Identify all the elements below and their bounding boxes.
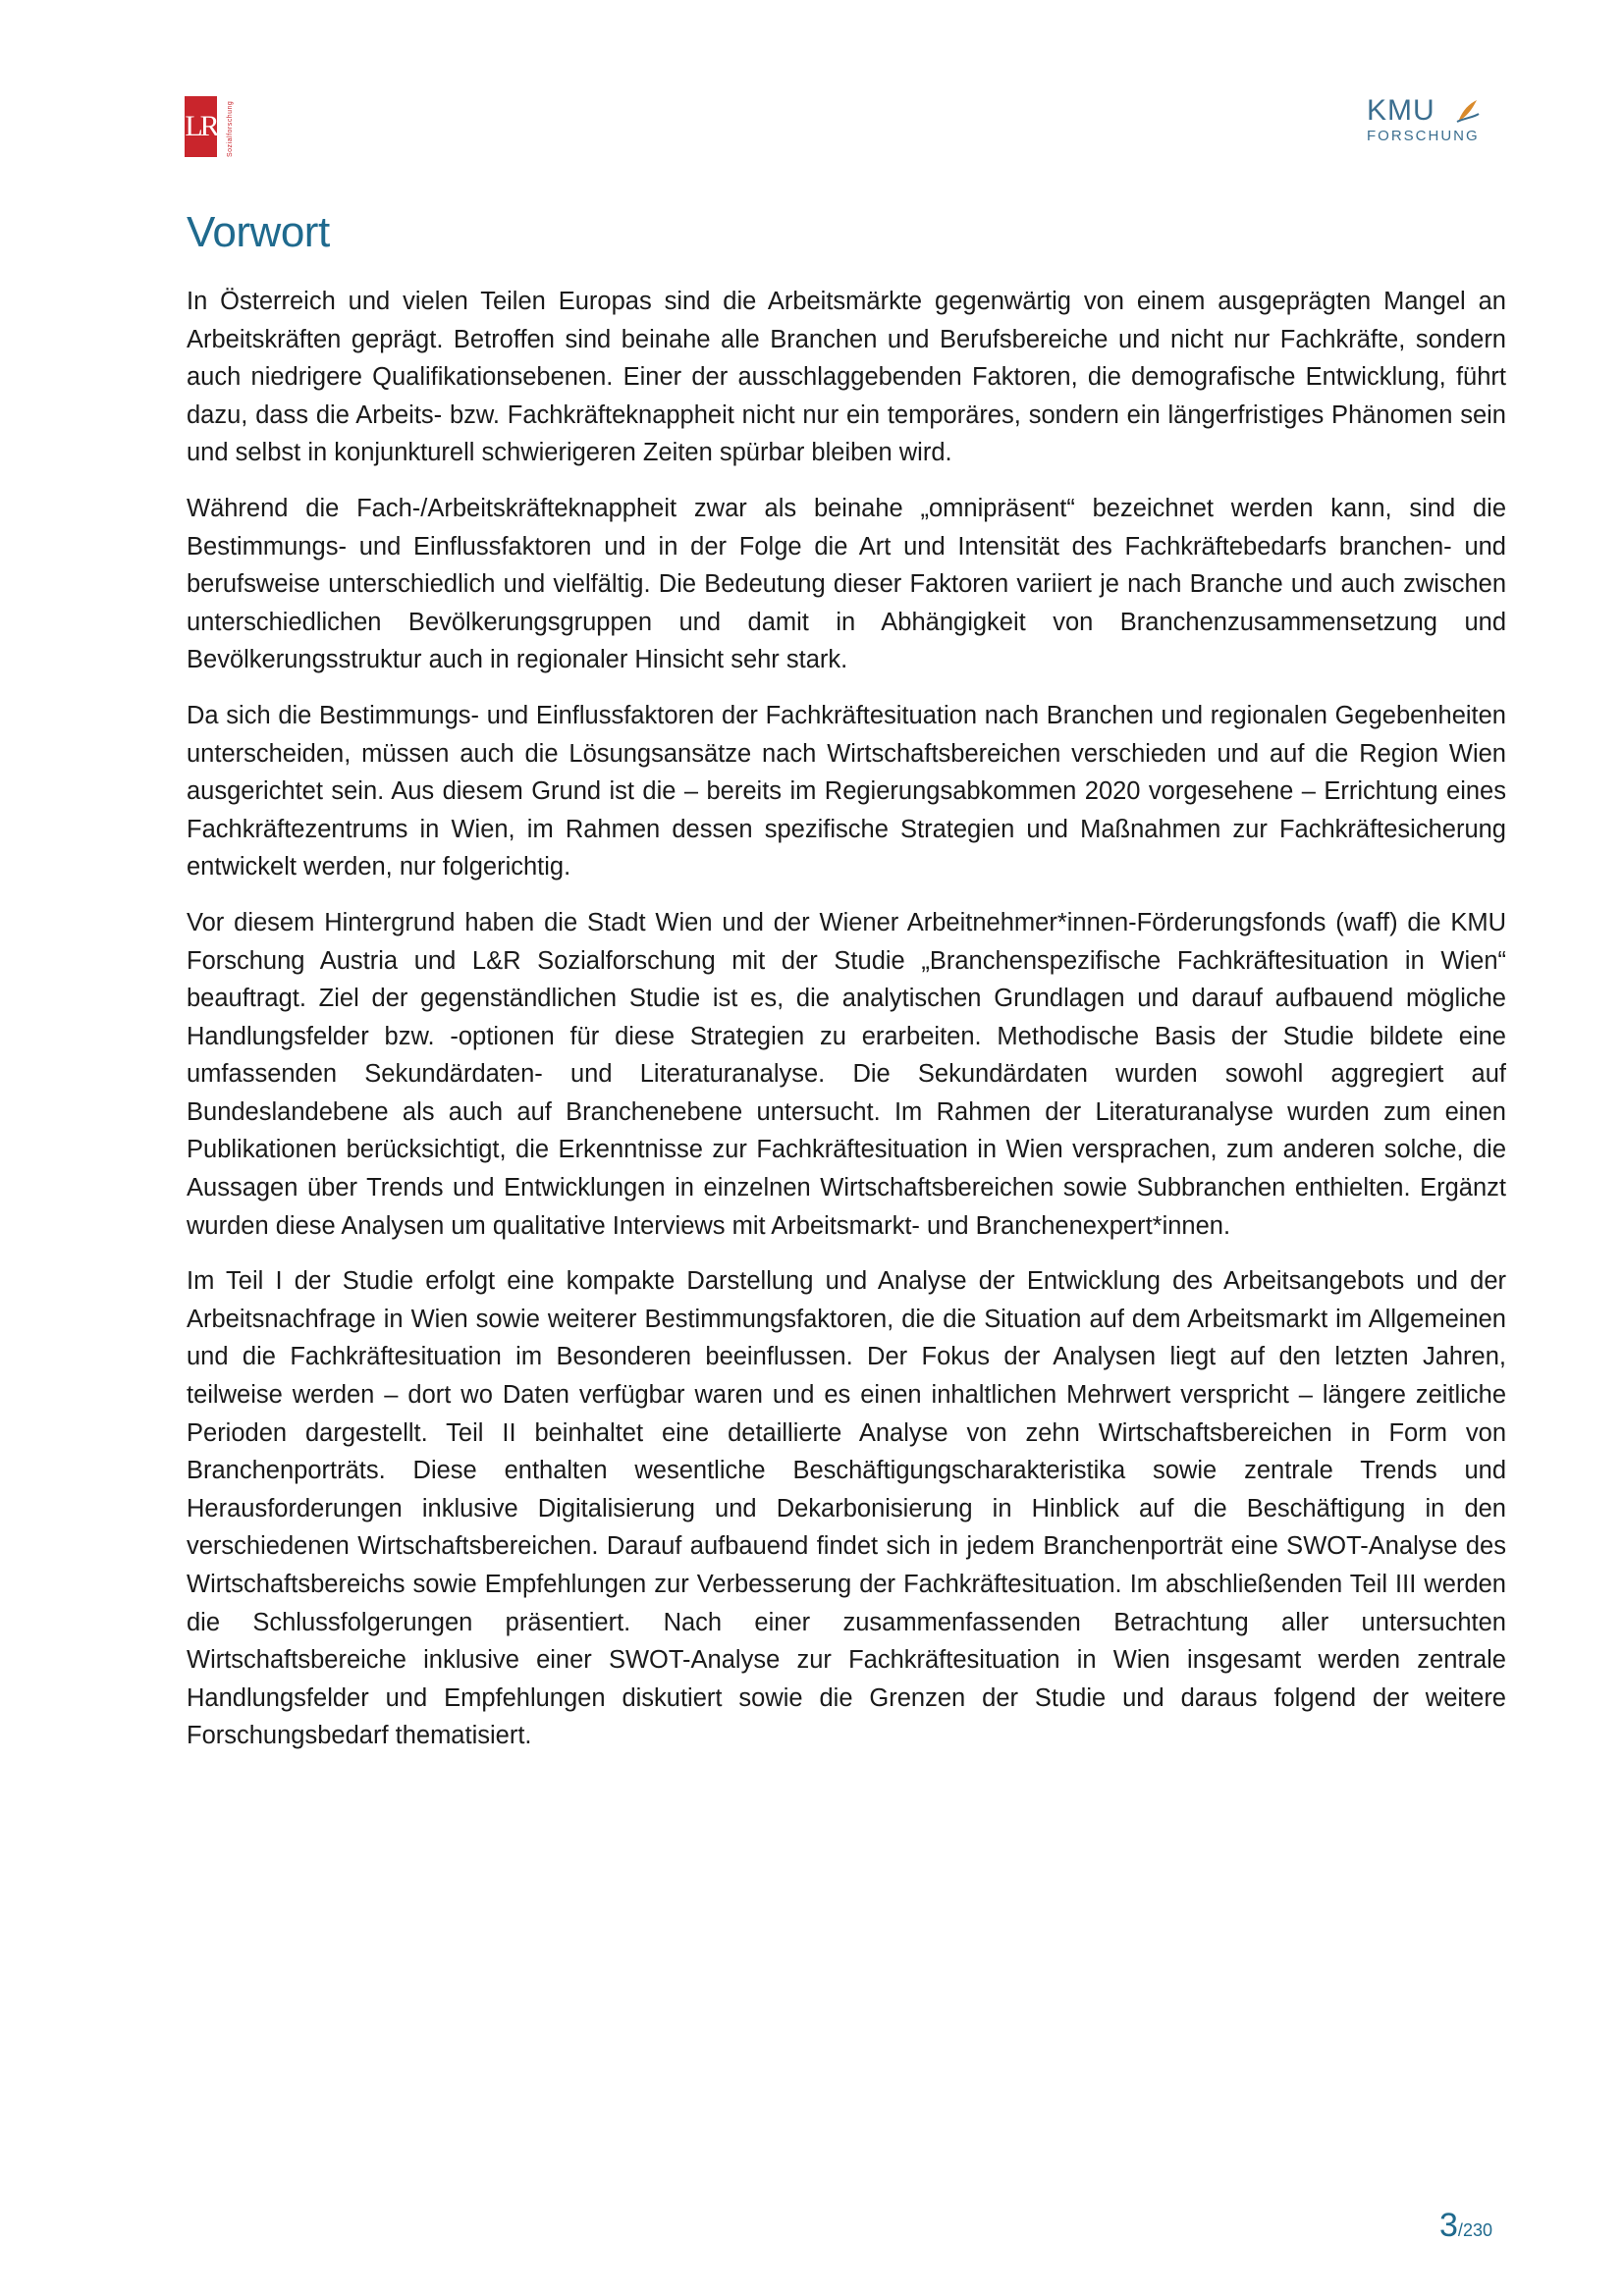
kmu-logo-line2: FORSCHUNG [1367, 128, 1480, 144]
kmu-logo-line1: KMU [1367, 94, 1435, 127]
paragraph: Da sich die Bestimmungs- und Einflussfaktoren der Fachkräftesituation nach Branchen und regionalen Gegebenheiten unterscheiden, müssen auch die Lösungsansätze nach Wirtschaftsbereichen verschieden und auf die Region Wien ausgerichtet sein. Aus diesem Grund ist die – bereits im Regierungsabkommen 2020 vorgesehene – Errichtung eines Fachkräftezentrums in Wien, im Rahmen dessen spezifische Strategien und Maßnahmen zur Fachkräftesicherung entwickelt werden, nur folgerichtig. [187, 701, 1506, 881]
kmu-forschung-logo [1367, 94, 1485, 155]
leaf-icon [1455, 96, 1481, 124]
paragraph: Während die Fach-/Arbeitskräfteknappheit zwar als beinahe „omnipräsent“ bezeichnet werden kann, sind die Bestimmungs- und Einflussfaktoren und in der Folge die Art und Intensität des Fachkräftebedarfs branchen- und berufsweise unterschiedlich und vielfältig. Die Bedeutung dieser Faktoren variiert je nach Branche und auch zwischen unterschiedlichen Bevölkerungsgruppen und damit in Abhängigkeit von Branchenzusammensetzung und Bevölkerungsstruktur auch in regionaler Hinsicht sehr stark. [187, 494, 1506, 674]
page-number [1439, 2207, 1492, 2245]
page-title: Vorwort [187, 208, 330, 256]
lr-logo [185, 96, 242, 157]
paragraph: In Österreich und vielen Teilen Europas sind die Arbeitsmärkte gegenwärtig von einem ausgeprägten Mangel an Arbeitskräften geprägt. Betroffen sind beinahe alle Branchen und Berufsbereiche und nicht nur Fachkräfte, sondern auch niedrigere Qualifikationsebenen. Einer der ausschlaggebenden Faktoren, die demografische Entwicklung, führt dazu, dass die Arbeits- bzw. Fachkräfteknappheit nicht nur ein temporäres, sondern ein längerfristiges Phänomen sein und selbst in konjunkturell schwierigeren Zeiten spürbar bleiben wird. [187, 288, 1506, 467]
page-number-total: 230 [1462, 2220, 1492, 2240]
page-number-current: 3 [1439, 2207, 1458, 2244]
paragraph: Im Teil I der Studie erfolgt eine kompakte Darstellung und Analyse der Entwicklung des Arbeitsangebots und der Arbeitsnachfrage in Wien sowie weiterer Bestimmungsfaktoren, die die Situation auf dem Arbeitsmarkt im Allgemeinen und die Fachkräftesituation im Besonderen beeinflussen. Der Fokus der Analysen liegt auf den letzten Jahren, teilweise werden – dort wo Daten verfügbar waren und es einen inhaltlichen Mehrwert verspricht – längere zeitliche Perioden dargestellt. Teil II beinhaltet eine detaillierte Analyse von zehn Wirtschaftsbereichen in Form von Branchenporträts. Diese enthalten wesentliche Beschäftigungscharakteristika sowie zentrale Trends und Herausforderungen inklusive Digitalisierung und Dekarbonisierung in Hinblick auf die Beschäftigung in den verschiedenen Wirtschaftsbereichen. Darauf aufbauend findet sich in jedem Branchenporträt eine SWOT-Analyse des Wirtschaftsbereichs sowie Empfehlungen zur Verbesserung der Fachkräftesituation. Im abschließenden Teil III werden die Schlussfolgerungen präsentiert. Nach einer zusammenfassenden Betrachtung aller untersuchten Wirtschaftsbereiche inklusive einer SWOT-Analyse zur Fachkräftesituation in Wien insgesamt werden zentrale Handlungsfelder und Empfehlungen diskutiert sowie die Grenzen der Studie und daraus folgend der weitere Forschungsbedarf thematisiert. [187, 1267, 1506, 1750]
page-number-separator: / [1457, 2220, 1463, 2240]
body-text [187, 283, 1506, 1773]
lr-logo-subtext: Sozialforschung [227, 100, 234, 157]
paragraph: Vor diesem Hintergrund haben die Stadt Wien und der Wiener Arbeitnehmer*innen-Förderungsfonds (waff) die KMU Forschung Austria und L&R Sozialforschung mit der Studie „Branchenspezifische Fachkräftesituation in Wien“ beauftragt. Ziel der gegenständlichen Studie ist es, die analytischen Grundlagen und darauf aufbauend mögliche Handlungsfelder bzw. -optionen für diese Strategien zu erarbeiten. Methodische Basis der Studie bildete eine umfassenden Sekundärdaten- und Literaturanalyse. Die Sekundärdaten wurden sowohl aggregiert auf Bundeslandebene als auch auf Branchenebene untersucht. Im Rahmen der Literaturanalyse wurden zum einen Publikationen berücksichtigt, die Erkenntnisse zur Fachkräftesituation in Wien versprachen, zum anderen solche, die Aussagen über Trends und Entwicklungen in einzelnen Wirtschaftsbereichen sowie Subbranchen enthielten. Ergänzt wurden diese Analysen um qualitative Interviews mit Arbeitsmarkt- und Branchenexpert*innen. [187, 908, 1506, 1240]
lr-logo-mark: LR [185, 96, 217, 157]
